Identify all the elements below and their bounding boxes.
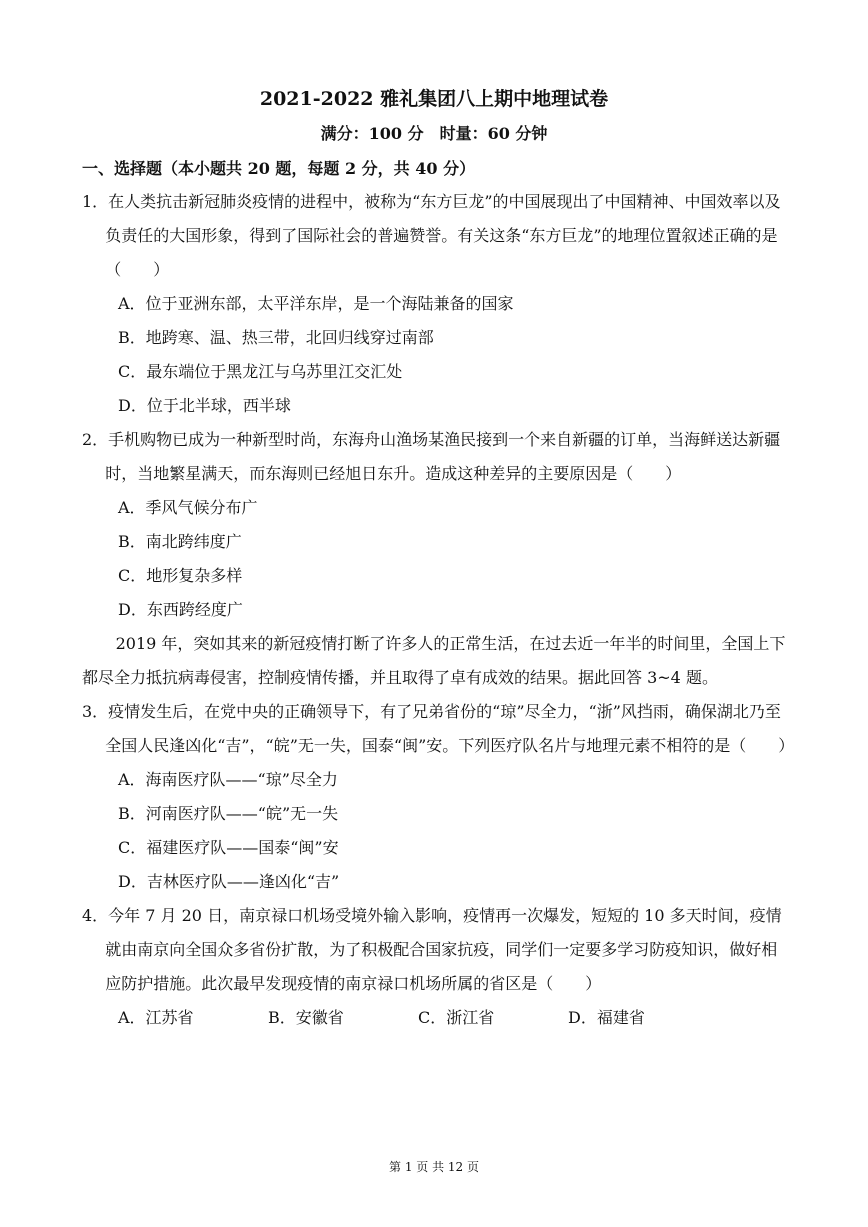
questions-body [82,185,795,1035]
option-b: B．南北跨纬度广 [118,532,242,551]
option-d: D．东西跨经度广 [118,600,243,619]
reading-passage: 2019 年，突如其来的新冠疫情打断了许多人的正常生活，在过去近一年半的时间里，全国上下都尽全力抵抗病毒侵害，控制疫情传播，并且取得了卓有成效的结果。据此回答 3~4 题。 [82,634,786,687]
question-stem: 4．今年 7 月 20 日，南京禄口机场受境外输入影响，疫情再一次爆发，短短的 10 多天时间，疫情就由南京向全国众多省份扩散，为了积极配合国家抗疫，同学们一定要多学习防疫知识，做好相应防护措施。此次最早发现疫情的南京禄口机场所属的省区是（ ） [82,906,782,993]
option-b: B．河南医疗队——“皖”无一失 [118,804,339,823]
option-b: B．地跨寒、温、热三带，北回归线穿过南部 [118,328,434,347]
question-3 [82,695,795,899]
option-b: B．安徽省 [268,1008,344,1027]
option-d: D．福建省 [568,1008,645,1027]
option-c: C．福建医疗队——国泰“闽”安 [118,838,339,857]
option-d: D．吉林医疗队——逢凶化“吉” [118,872,340,891]
option-a: A．海南医疗队——“琼”尽全力 [118,770,338,789]
option-a: A．季风气候分布广 [118,498,258,517]
page-number: 第 1 页 共 12 页 [389,1160,479,1174]
question-2 [82,423,790,627]
option-c: C．浙江省 [418,1008,495,1027]
exam-title: 2021-2022 雅礼集团八上期中地理试卷 [259,88,609,110]
options-row [82,1001,790,1035]
question-1 [82,185,790,423]
option-a: A．位于亚洲东部，太平洋东岸，是一个海陆兼备的国家 [118,294,514,313]
question-4 [82,899,790,1035]
option-d: D．位于北半球，西半球 [118,396,291,415]
exam-subtitle: 满分：100 分 时量：60 分钟 [320,124,548,143]
option-c: C．地形复杂多样 [118,566,243,585]
question-stem: 1．在人类抗击新冠肺炎疫情的进程中，被称为“东方巨龙”的中国展现出了中国精神、中国效率以及负责任的大国形象，得到了国际社会的普遍赞誉。有关这条“东方巨龙”的地理位置叙述正确的是（ ） [82,192,781,279]
section-heading: 一、选择题（本小题共 20 题，每题 2 分，共 40 分） [82,159,476,178]
option-a: A．江苏省 [118,1008,194,1027]
option-c: C．最东端位于黑龙江与乌苏里江交汇处 [118,362,403,381]
question-stem: 2．手机购物已成为一种新型时尚，东海舟山渔场某渔民接到一个来自新疆的订单，当海鲜送达新疆时，当地繁星满天，而东海则已经旭日东升。造成这种差异的主要原因是（ ） [82,430,781,483]
question-stem: 3．疫情发生后，在党中央的正确领导下，有了兄弟省份的“琼”尽全力，“浙”风挡雨，确保湖北乃至全国人民逢凶化“吉”，“皖”无一失，国泰“闽”安。下列医疗队名片与地理元素不相符的是（ ） [82,702,795,755]
